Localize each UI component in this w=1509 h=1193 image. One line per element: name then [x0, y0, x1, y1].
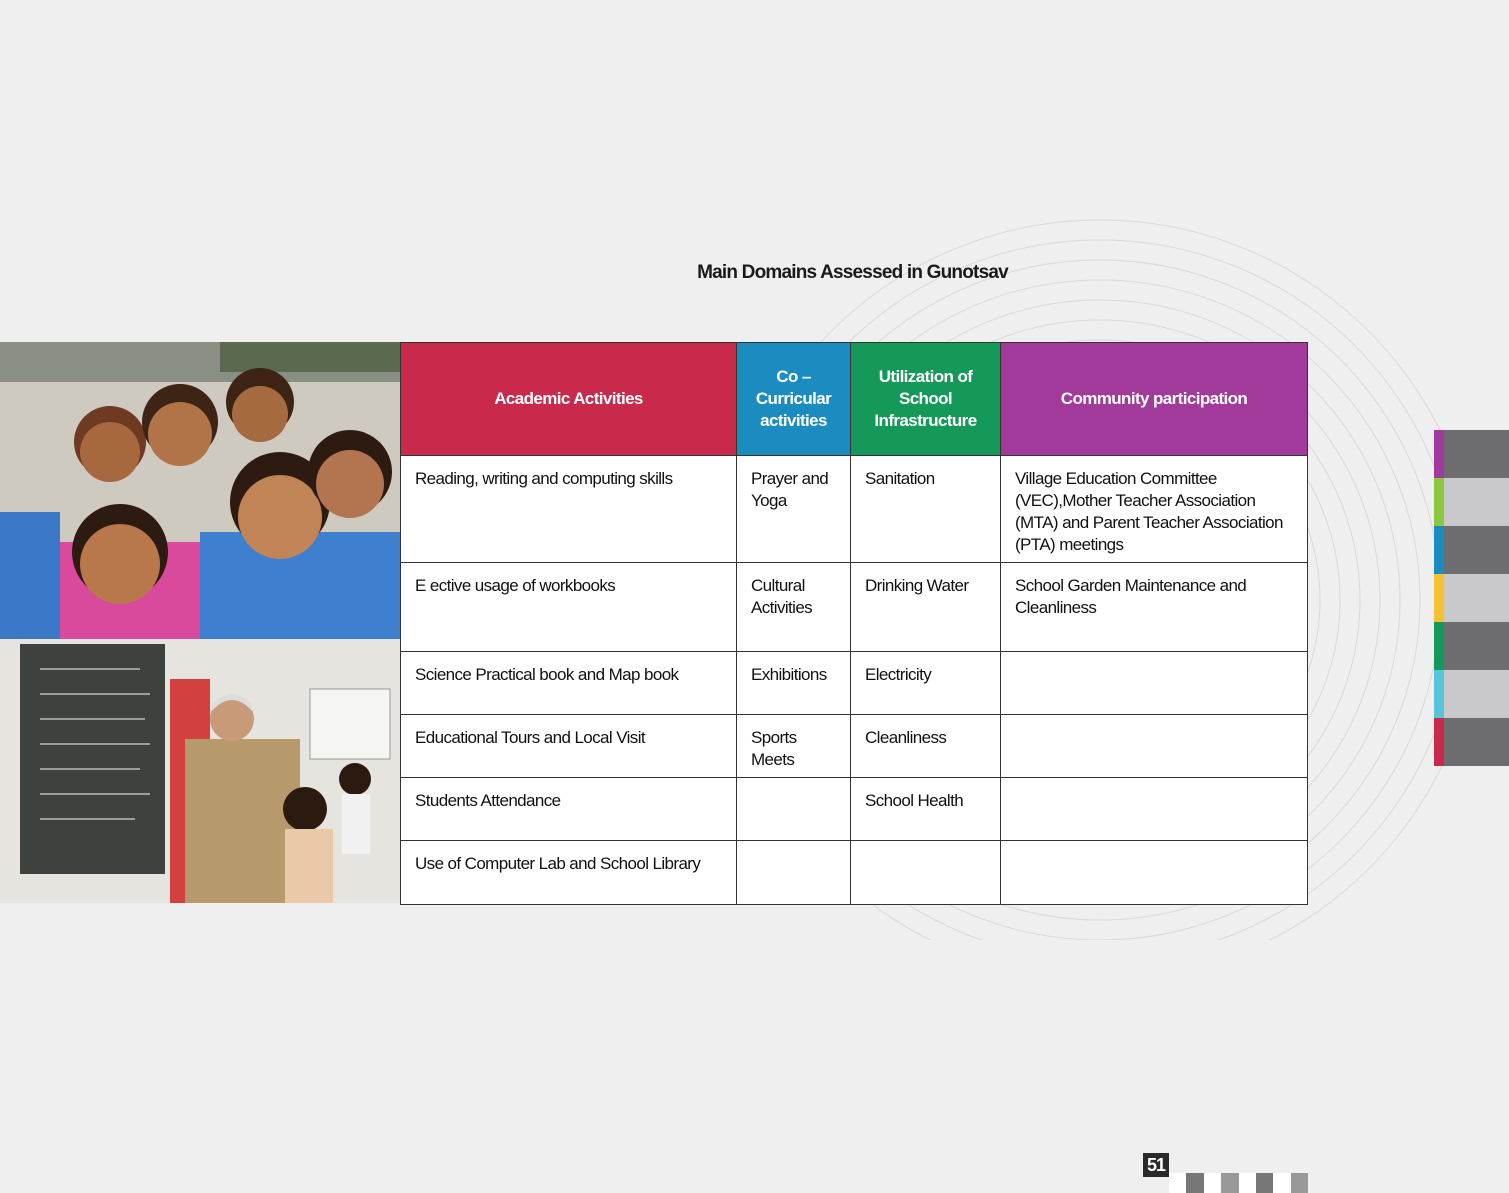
side-strip-color-tab	[1434, 526, 1444, 574]
table-cell: Drinking Water	[851, 563, 1001, 652]
header-academic-activities: Academic Activities	[401, 343, 737, 456]
table-cell	[737, 841, 851, 905]
table-cell: Sanitation	[851, 456, 1001, 563]
table-cell: Sports Meets	[737, 715, 851, 778]
table-cell: School Garden Maintenance and Cleanliness	[1001, 563, 1308, 652]
table-cell: Electricity	[851, 652, 1001, 715]
table-cell: Exhibitions	[737, 652, 851, 715]
side-strip-color-tab	[1434, 430, 1444, 478]
table-row	[401, 652, 1308, 715]
table-cell: Use of Computer Lab and School Library	[401, 841, 737, 905]
table-cell	[1001, 652, 1308, 715]
table-cell: Students Attendance	[401, 778, 737, 841]
students-photo	[0, 342, 400, 639]
table-row	[401, 841, 1308, 905]
table-cell	[737, 778, 851, 841]
table-cell: Cleanliness	[851, 715, 1001, 778]
table-cell: Science Practical book and Map book	[401, 652, 737, 715]
header-co-curricular-activities: Co –Curricular activities	[737, 343, 851, 456]
side-strip-color-tab	[1434, 478, 1444, 526]
table-cell: Educational Tours and Local Visit	[401, 715, 737, 778]
table-row	[401, 563, 1308, 652]
table-cell: Village Education Committee (VEC),Mother Teacher Association (MTA) and Parent Teacher Association (PTA) meetings	[1001, 456, 1308, 563]
side-strip-segment	[1434, 718, 1509, 766]
page-number: 51	[1143, 1153, 1169, 1177]
side-strip-color-tab	[1434, 670, 1444, 718]
side-strip-segment	[1434, 622, 1509, 670]
table-row	[401, 715, 1308, 778]
table-cell: School Health	[851, 778, 1001, 841]
table-row	[401, 456, 1308, 563]
table-cell	[1001, 778, 1308, 841]
side-strip-color-tab	[1434, 574, 1444, 622]
footer-checker-bar	[1169, 1173, 1308, 1193]
side-color-strip	[1434, 430, 1509, 766]
side-strip-segment	[1434, 526, 1509, 574]
side-strip-segment	[1434, 670, 1509, 718]
table-cell: E ective usage of workbooks	[401, 563, 737, 652]
side-strip-color-tab	[1434, 622, 1444, 670]
classroom-photo	[0, 639, 400, 903]
table-cell	[1001, 841, 1308, 905]
side-strip-color-tab	[1434, 718, 1444, 766]
table-cell	[851, 841, 1001, 905]
table-cell: Prayer and Yoga	[737, 456, 851, 563]
domains-table	[400, 342, 1308, 905]
header-community-participation: Community participation	[1001, 343, 1308, 456]
side-strip-segment	[1434, 430, 1509, 478]
header-school-infrastructure: Utilization of School Infrastructure	[851, 343, 1001, 456]
table-cell: Cultural Activities	[737, 563, 851, 652]
page-title: Main Domains Assessed in Gunotsav	[697, 262, 1008, 283]
side-strip-segment	[1434, 574, 1509, 622]
side-strip-segment	[1434, 478, 1509, 526]
table-row	[401, 778, 1308, 841]
table-cell	[1001, 715, 1308, 778]
table-cell: Reading, writing and computing skills	[401, 456, 737, 563]
